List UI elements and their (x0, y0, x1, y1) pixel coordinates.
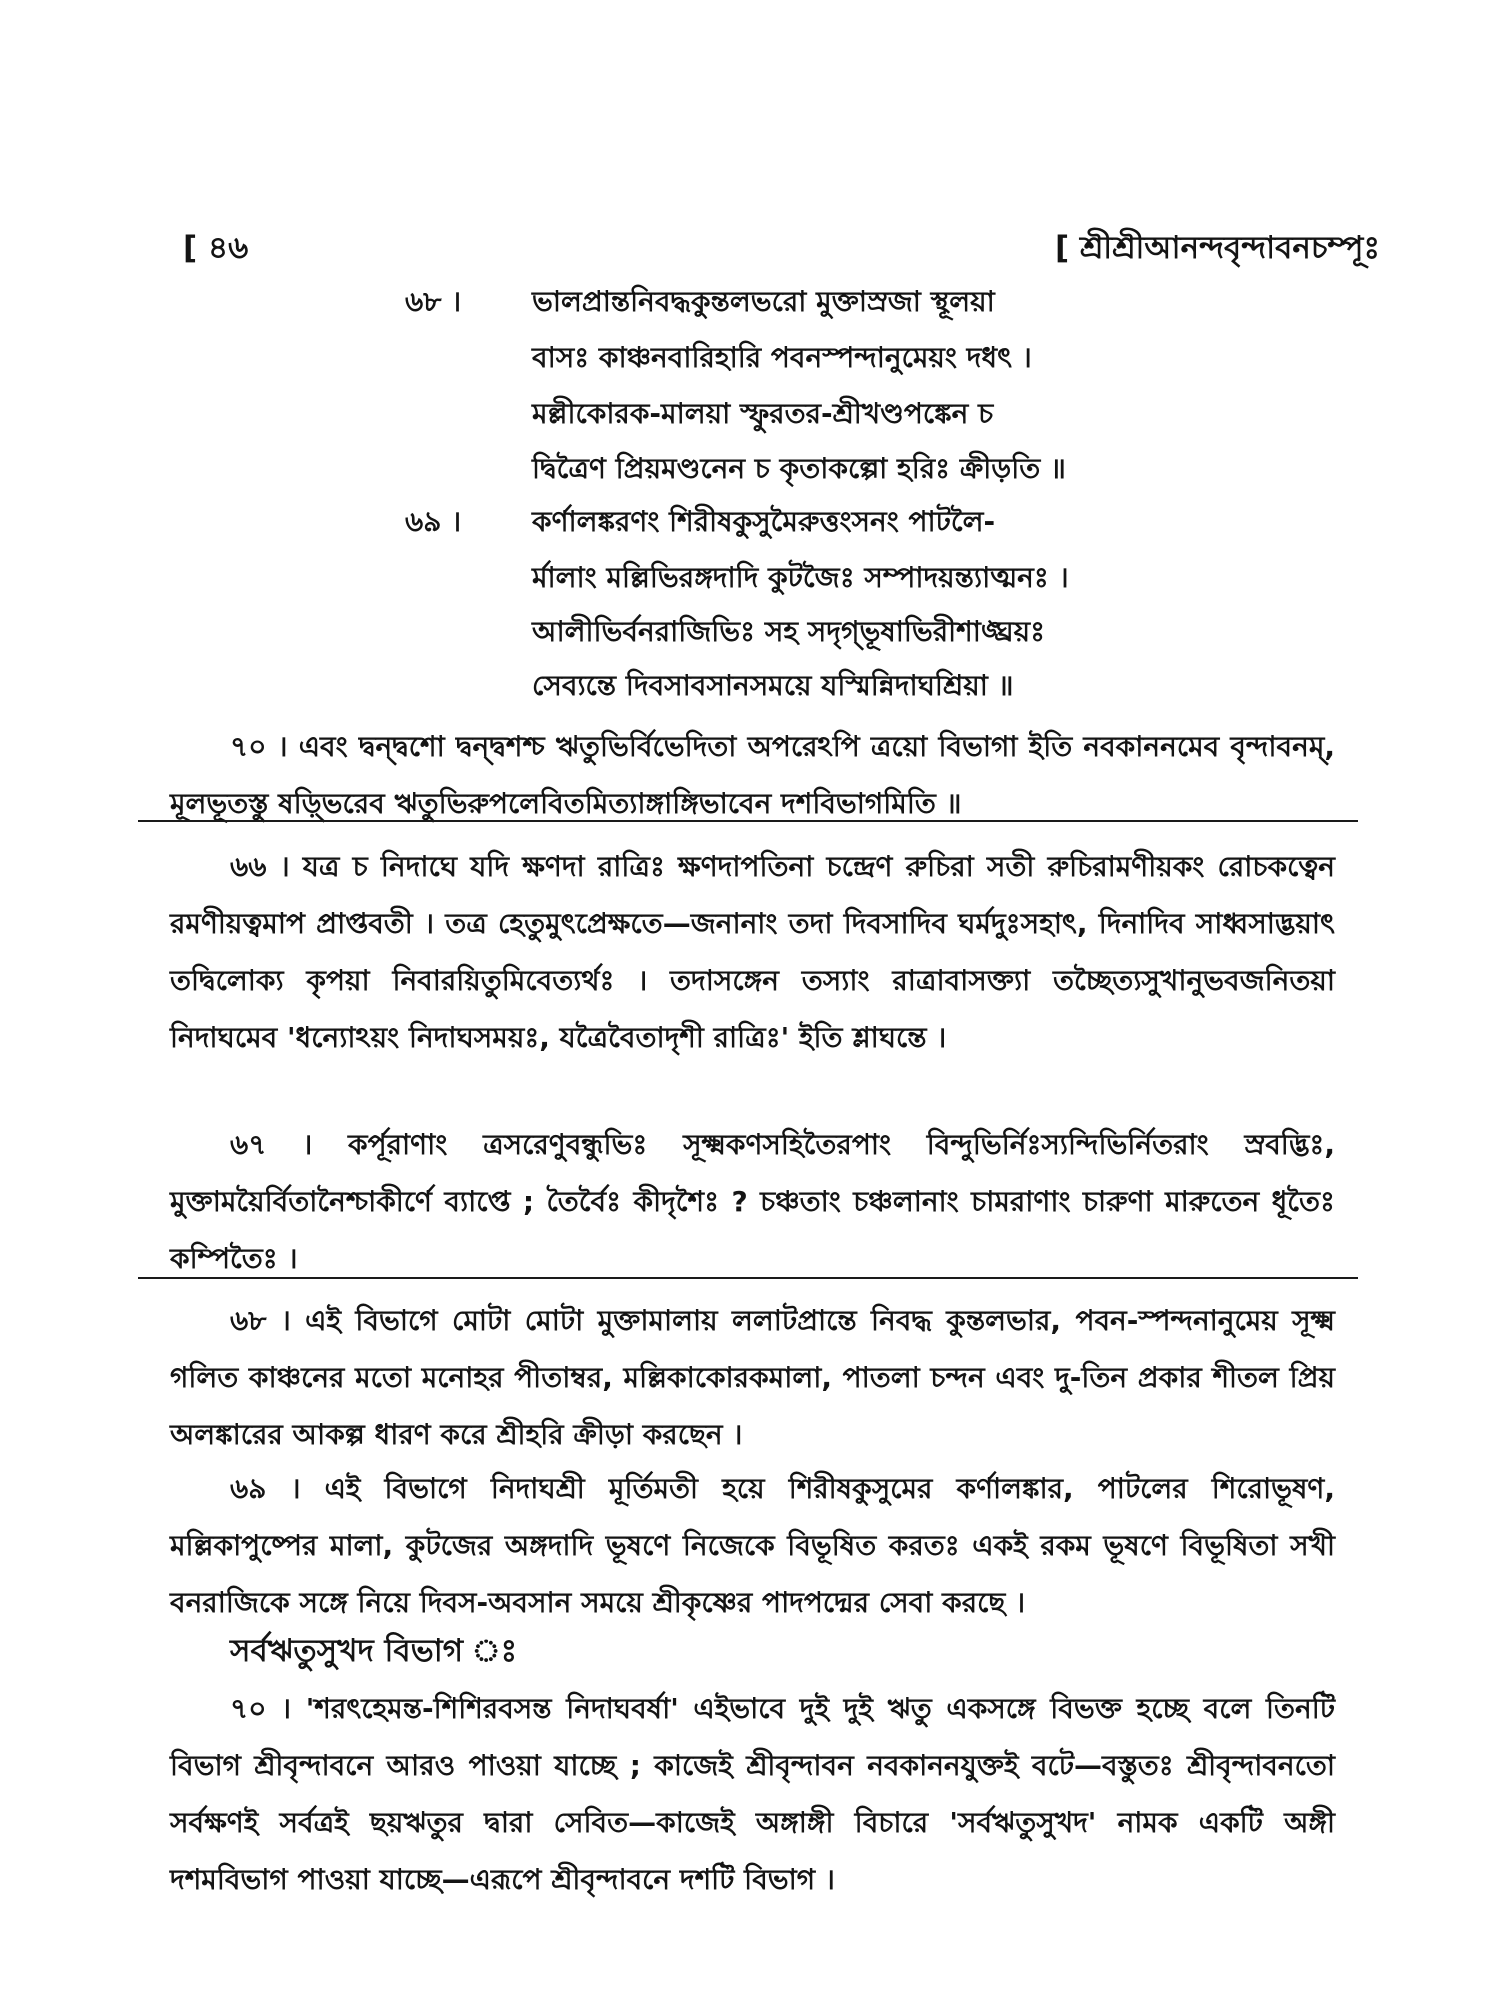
paragraph-text: ৬৬ । যত্র চ নিদাঘে যদি ক্ষণদা রাত্রিঃ ক্ষণদাপতিনা চন্দ্রেণ রুচিরা সতী রুচিরামণীয়কং রোচকত্বেন রমণীয়ত্বমাপ প্রাপ্তবতী । তত্র হেতুমুৎপ্রেক্ষতে—জনানাং তদা দিবসাদিব ঘর্মদুঃসহাৎ, দিনাদিব সাধ্বসাদ্ভয়াৎ তদ্বিলোক্য কৃপয়া নিবারয়িতুমিবেত্যর্থঃ । তদাসঙ্গেন তস্যাং রাত্রাবাসক্ত্যা তচ্ছৈত্যসুখানুভবজনিতয়া নিদাঘমেব 'ধন্যোঽয়ং নিদাঘসময়ঃ, যত্রৈবৈতাদৃশী রাত্রিঃ' ইতি শ্লাঘন্তে । (170, 850, 1335, 1054)
commentary-66 (170, 838, 1335, 1066)
running-title: [ শ্রীশ্রীআনন্দবৃন্দাবনচম্পূঃ (1054, 230, 1380, 266)
verse-line: সেব্যন্তে দিবসাবসানসময়ে যস্মিন্নিদাঘশ্রিয়া ॥ (532, 669, 1014, 702)
section-heading: সর্বঋতুসুখদ বিভাগ ঃ (230, 1633, 518, 1669)
verse-line: ভালপ্রান্তনিবদ্ধকুন্তলভরো মুক্তাস্রজা স্থূলয়া (532, 285, 995, 318)
verse-line: বাসঃ কাঞ্চনবারিহারি পবনস্পন্দানুমেয়ং দধৎ । (532, 341, 1032, 374)
verse-68-line-4 (0, 447, 1500, 503)
paragraph-text: ৭০ । 'শরৎহেমন্ত-শিশিরবসন্ত নিদাঘবর্ষা' এইভাবে দুই দুই ঋতু একসঙ্গে বিভক্ত হচ্ছে বলে তিনটি বিভাগ শ্রীবৃন্দাবনে আরও পাওয়া যাচ্ছে ; কাজেই শ্রীবৃন্দাবন নবকাননযুক্তই বটে—বস্তুতঃ শ্রীবৃন্দাবনতো সর্বক্ষণই সর্বত্রই ছয়ঋতুর দ্বারা সেবিত—কাজেই অঙ্গাঙ্গী বিচারে 'সর্বঋতুসুখদ' নামক একটি অঙ্গী দশমবিভাগ পাওয়া যাচ্ছে—এরূপে শ্রীবৃন্দাবনে দশটি বিভাগ । (170, 1692, 1335, 1896)
page-number: [ ৪৬ (183, 230, 249, 266)
verse-line: র্মালাং মল্লিভিরঙ্গদাদি কুটজৈঃ সম্পাদয়ন্ত্যাত্মনঃ । (532, 561, 1069, 594)
translation-68 (170, 1292, 1335, 1463)
verse-line: আলীভির্বনরাজিভিঃ সহ সদৃগ্ভূষাভিরীশাঙ্ঘ্রয়ঃ (532, 615, 1046, 648)
verse-68-line-2 (0, 336, 1500, 392)
section-divider (138, 820, 1358, 822)
translation-69 (170, 1460, 1335, 1631)
verse-68-line-3 (0, 392, 1500, 448)
verse-68-line-1 (0, 280, 1500, 336)
verse-69-line-2 (0, 556, 1500, 612)
section-divider (138, 1277, 1358, 1279)
paragraph-text: ৬৯ । এই বিভাগে নিদাঘশ্রী মূর্তিমতী হয়ে শিরীষকুসুমের কর্ণালঙ্কার, পাটলের শিরোভূষণ, মল্লিকাপুষ্পের মালা, কুটজের অঙ্গদাদি ভূষণে নিজেকে বিভূষিত করতঃ একই রকম ভূষণে বিভূষিতা সখী বনরাজিকে সঙ্গে নিয়ে দিবস-অবসান সময়ে শ্রীকৃষ্ণের পাদপদ্মের সেবা করছে । (170, 1472, 1335, 1619)
verse-line: কর্ণালঙ্করণং শিরীষকুসুমৈরুত্তংসনং পাটলৈ- (532, 505, 996, 538)
verse-number: ৬৮ । (405, 285, 462, 318)
paragraph-text: ৬৮ । এই বিভাগে মোটা মোটা মুক্তামালায় ললাটপ্রান্তে নিবদ্ধ কুন্তলভার, পবন-স্পন্দনানুমেয় সূক্ষ্ম গলিত কাঞ্চনের মতো মনোহর পীতাম্বর, মল্লিকাকোরকমালা, পাতলা চন্দন এবং দু-তিন প্রকার শীতল প্রিয় অলঙ্কারের আকল্প ধারণ করে শ্রীহরি ক্রীড়া করছেন । (170, 1304, 1335, 1451)
sanskrit-paragraph-70 (170, 718, 1335, 832)
commentary-67 (170, 1116, 1335, 1287)
verse-line: দ্বিত্রৈণ প্রিয়মণ্ডনেন চ কৃতাকল্পো হরিঃ ক্রীড়তি ॥ (532, 452, 1066, 485)
paragraph-text: ৭০ । এবং দ্বন্দ্বশো দ্বন্দ্বশশ্চ ঋতুভির্বিভেদিতা অপরেঽপি ত্রয়ো বিভাগা ইতি নবকাননমেব বৃন্দাবনম্, মূলভূতস্তু ষড়্ভিরেব ঋতুভিরুপলেবিতমিত্যাঙ্গাঙ্গিভাবেন দশবিভাগমিতি ॥ (170, 730, 1335, 820)
paragraph-text: ৬৭ । কর্পূরাণাং ত্রসরেণুবন্ধুভিঃ সূক্ষ্মকণসহিতৈরপাং বিন্দুভির্নিঃস্যন্দিভির্নিতরাং স্রবদ্ভিঃ, মুক্তাময়ৈর্বিতানৈশ্চাকীর্ণে ব্যাপ্তে ; তৈর্বৈঃ কীদৃশৈঃ ? চঞ্চতাং চঞ্চলানাং চামরাণাং চারুণা মারুতেন ধূতৈঃ কম্পিতৈঃ । (170, 1128, 1335, 1275)
verse-69-line-3 (0, 610, 1500, 666)
verse-69-line-1 (0, 500, 1500, 556)
verse-line: মল্লীকোরক-মালয়া স্ফুরতর-শ্রীখণ্ডপঙ্কেন চ (532, 397, 994, 430)
verse-number: ৬৯ । (405, 505, 462, 538)
translation-70 (170, 1680, 1335, 1908)
verse-69-line-4 (0, 664, 1500, 720)
